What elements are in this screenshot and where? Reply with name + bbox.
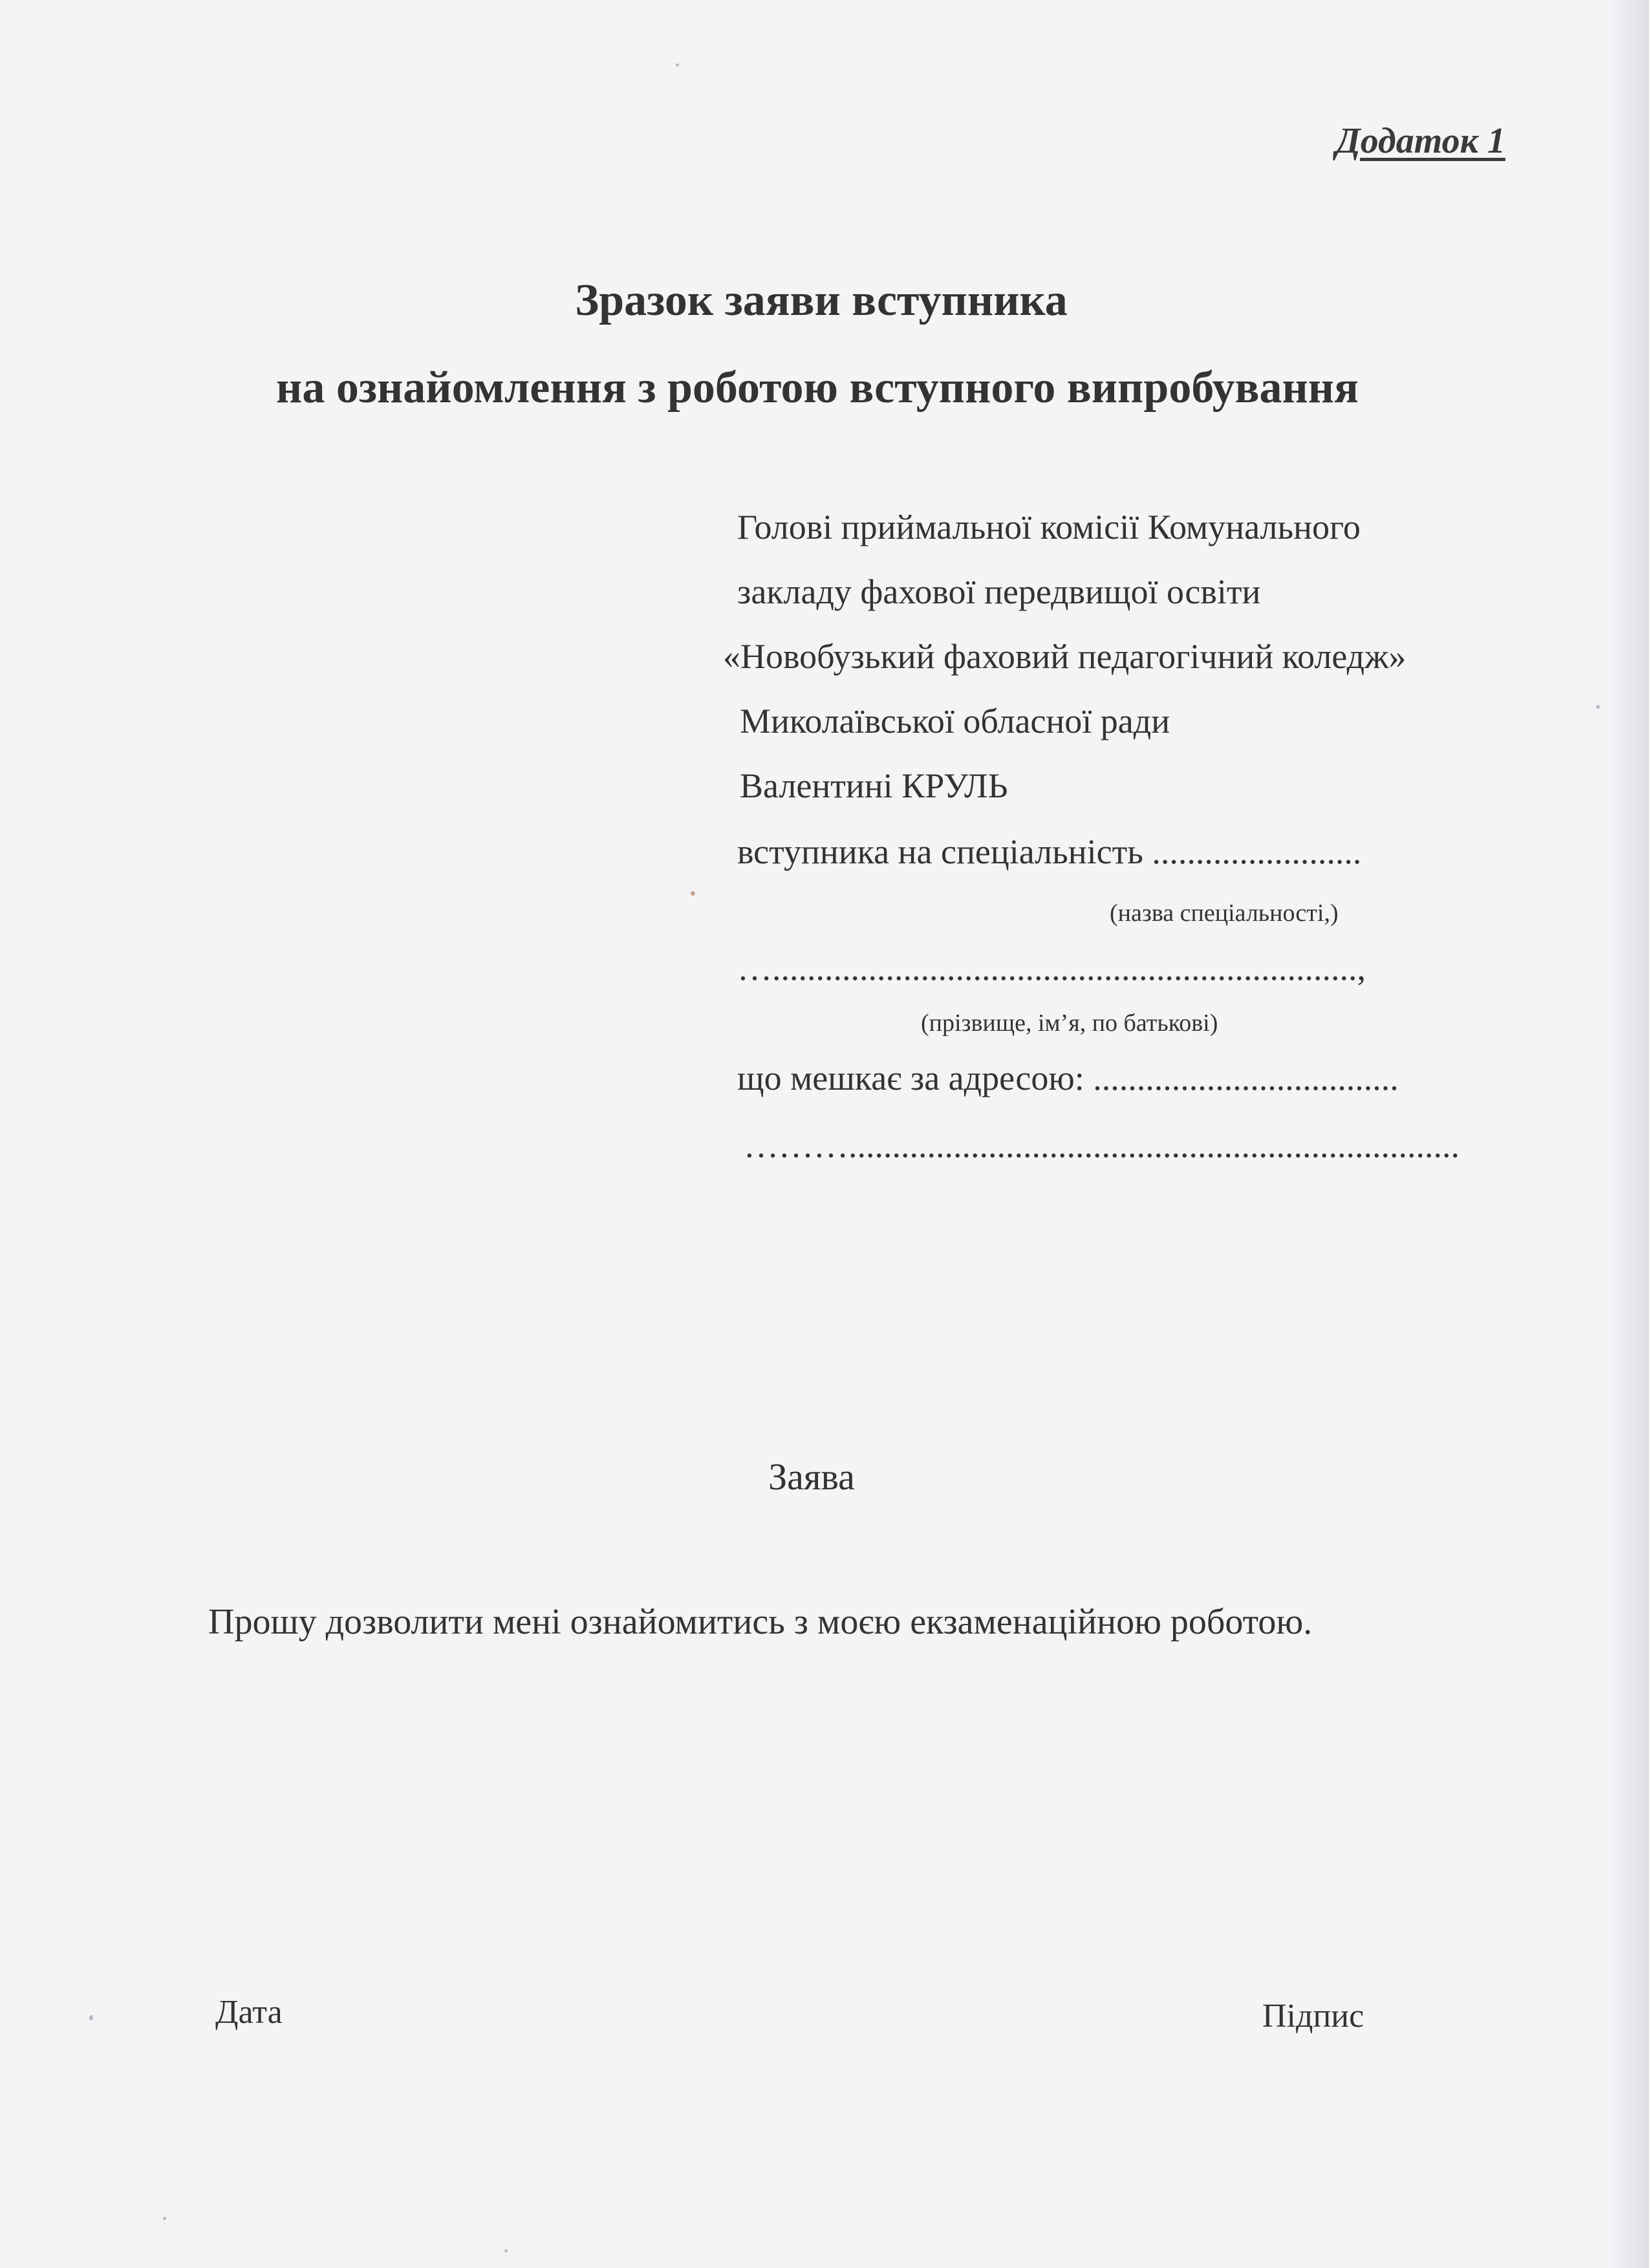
document-title-line-1: Зразок заяви вступника [575, 275, 1068, 325]
scan-speck [691, 891, 695, 896]
scan-speck [89, 2015, 93, 2020]
addressee-line-4: Миколаївської обласної ради [740, 702, 1170, 740]
scan-speck [1596, 705, 1600, 709]
addressee-line-3: «Новобузький фаховий педагогічний коледж» [723, 637, 1406, 676]
specialty-hint: (назва спеціальності,) [1110, 900, 1339, 927]
scan-speck [163, 2217, 166, 2220]
address-continuation-line: ………...................................................................... [744, 1126, 1460, 1165]
appendix-label: Додаток 1 [1335, 121, 1505, 161]
statement-heading: Заява [768, 1456, 855, 1498]
document-title-line-2: на ознайомлення з роботою вступного випробування [276, 363, 1359, 413]
addressee-line-5: Валентині КРУЛЬ [740, 766, 1008, 805]
addressee-line-2: закладу фахової передвищої освіти [737, 572, 1261, 611]
signature-label: Підпис [1262, 1998, 1364, 2035]
scan-speck [504, 2249, 508, 2252]
name-hint: (прізвище, ім’я, по батькові) [921, 1010, 1218, 1037]
scan-speck [676, 63, 679, 67]
statement-body: Прошу дозволити мені ознайомитись з моєю екзаменаційною роботою. [208, 1602, 1313, 1642]
addressee-line-1: Голові приймальної комісії Комунального [737, 508, 1361, 546]
address-line: що мешкає за адресою: ................................... [737, 1059, 1399, 1097]
applicant-name-line: …..................................................................., [737, 949, 1366, 988]
date-label: Дата [215, 1994, 283, 2031]
applicant-specialty-line: вступника на спеціальність ........................ [737, 832, 1362, 871]
page-edge-shadow [1610, 0, 1649, 2268]
